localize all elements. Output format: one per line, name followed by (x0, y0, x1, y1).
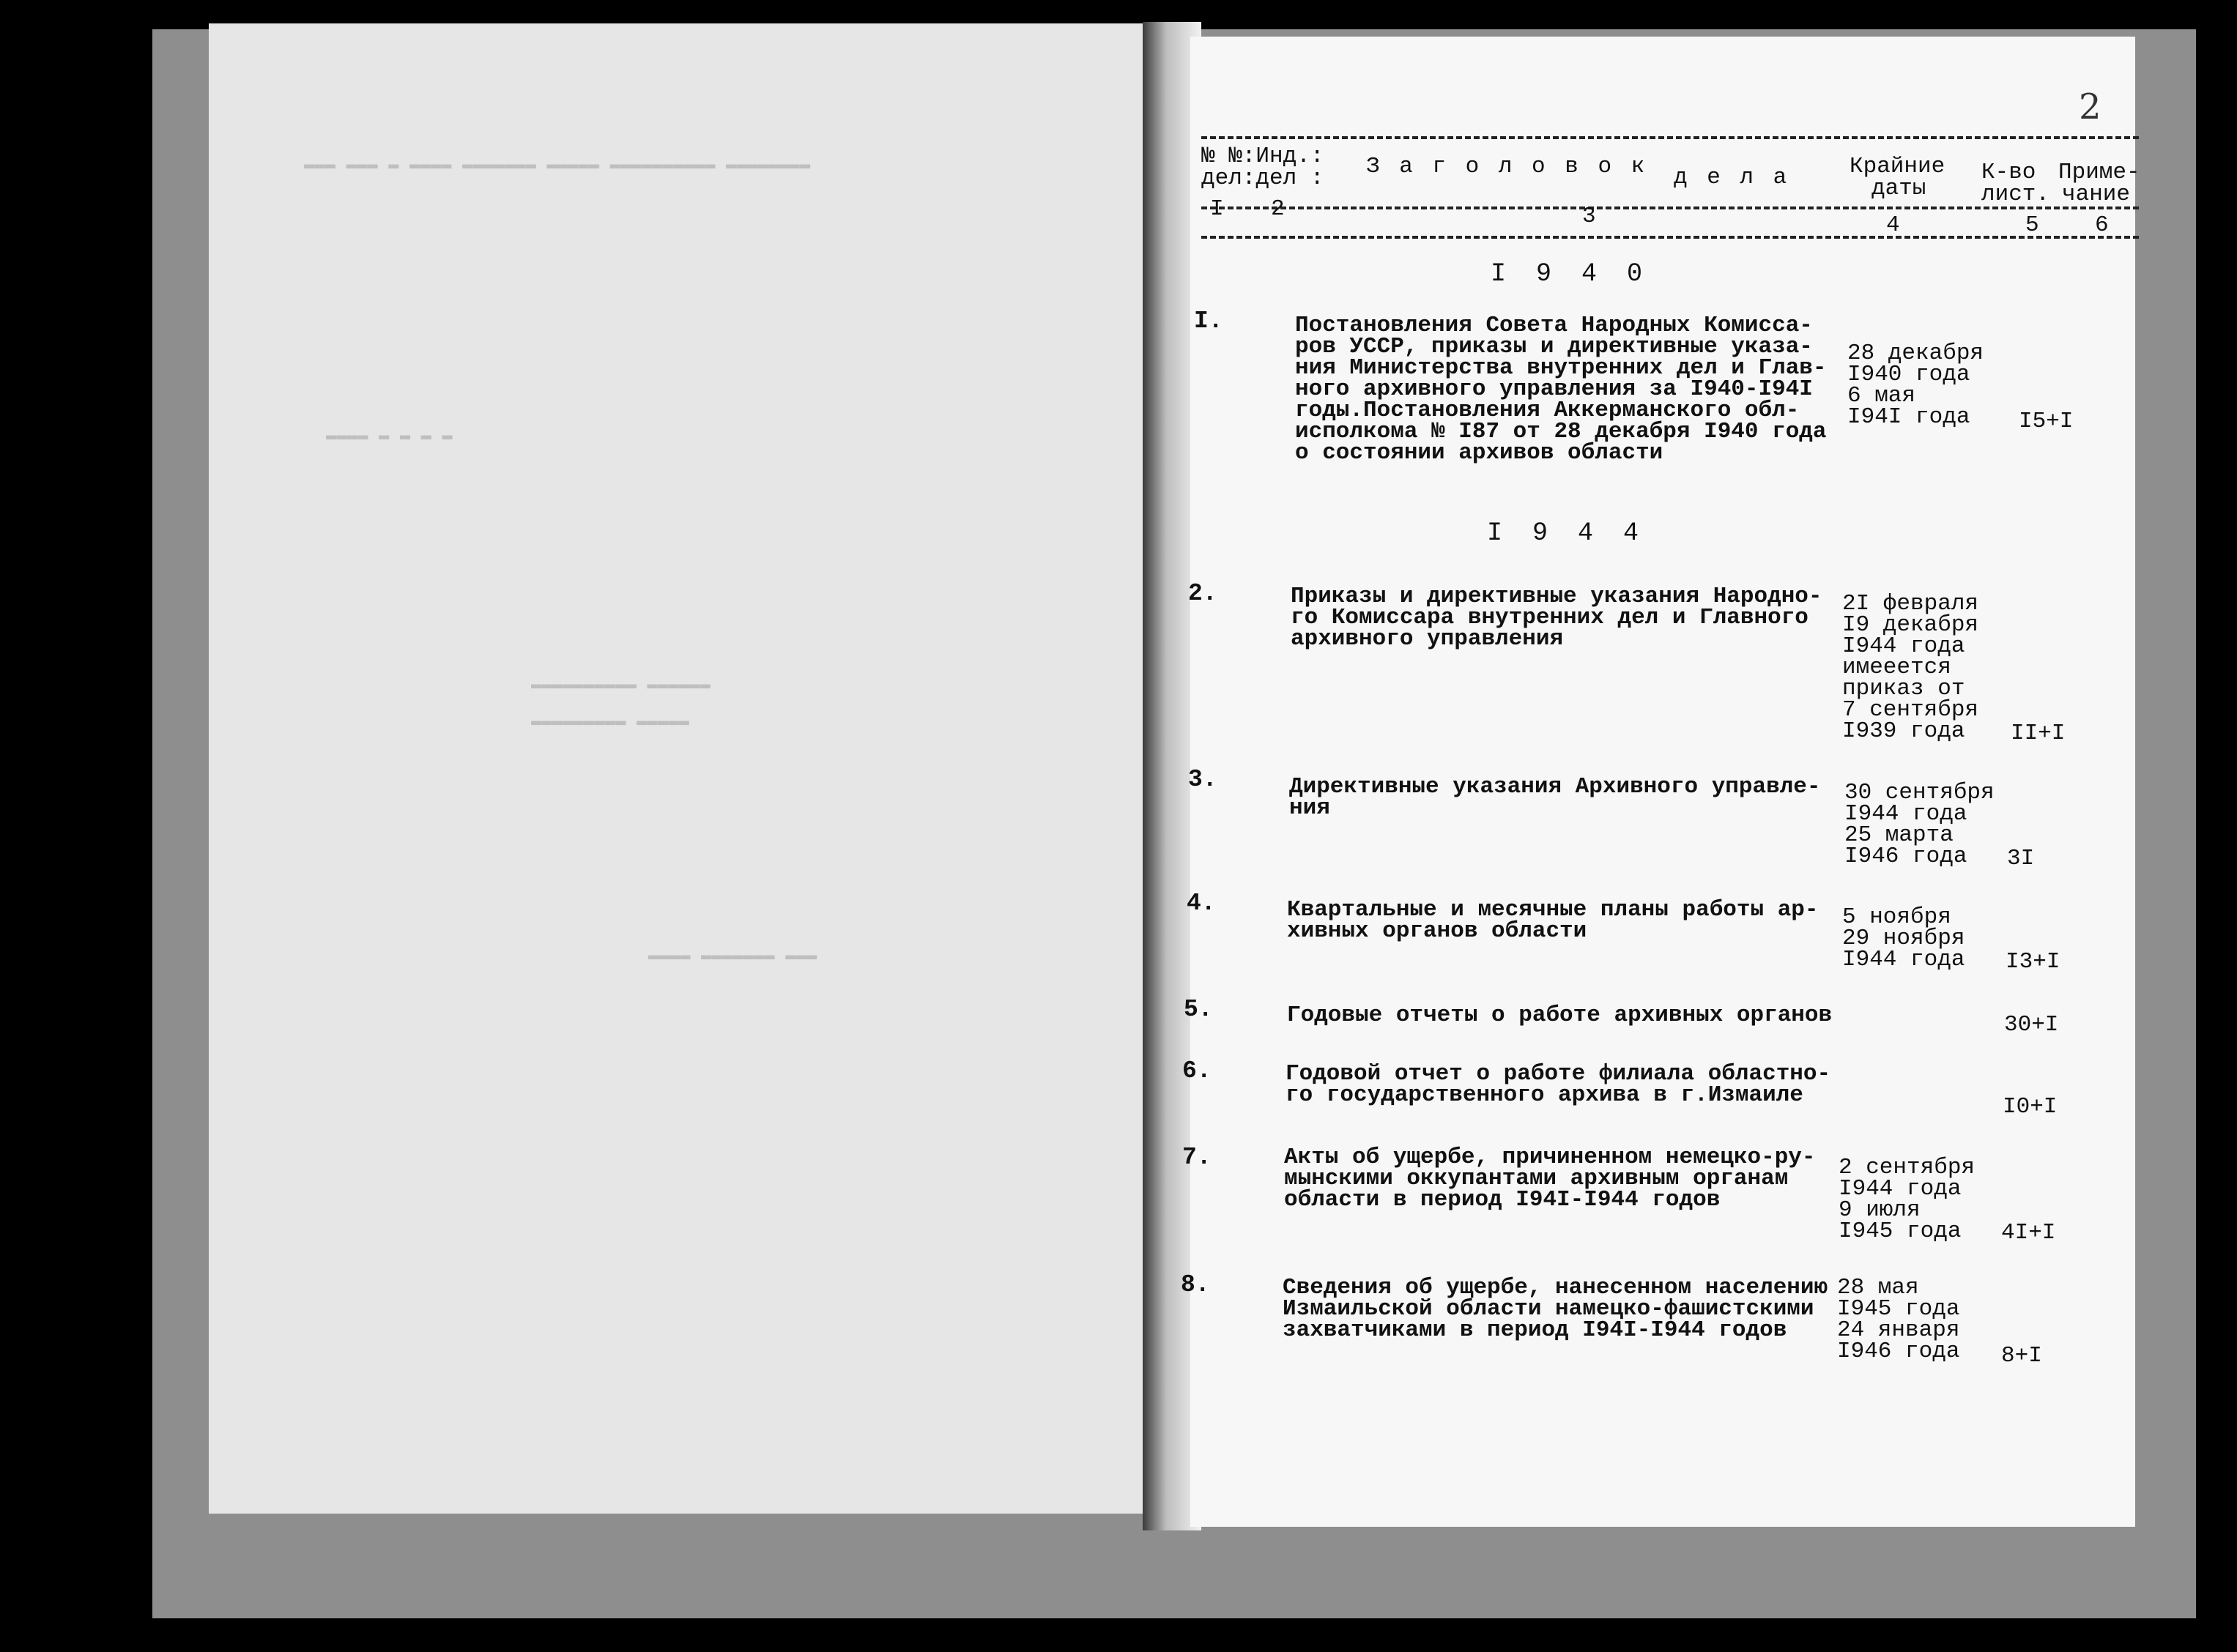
record-title: Приказы и директивные указания Народно- го Комиссара внутренних дел и Главного архивного управления (1291, 584, 1822, 652)
year-heading-1944: I 9 4 4 (1487, 518, 1647, 548)
record-title: Акты об ущербе, причиненном немецко-ру- мынскими оккупантами архивным органам области в период I94I-I944 годов (1284, 1145, 1816, 1213)
record-sheet-count: II+I (2011, 721, 2066, 746)
record-number: 7. (1182, 1144, 1212, 1171)
record-dates: 2 сентября I944 года 9 июля I945 года (1839, 1155, 1976, 1244)
col-number-3: 3 (1582, 204, 1596, 229)
record-sheet-count: I0+I (2003, 1094, 2058, 1120)
record-sheet-count: 30+I (2004, 1012, 2059, 1038)
bleed-through-text: ▬▬▬▬▬▬▬▬▬▬ ▬▬▬▬▬▬ (531, 675, 711, 695)
record-title: Сведения об ущербе, нанесенном населению Измаильской области намецко-фашистскими захватчиками в период I94I-I944 годов (1283, 1275, 1828, 1343)
record-dates: 28 декабря I940 года 6 мая I94I года (1847, 341, 1984, 430)
record-number: 3. (1188, 766, 1217, 793)
bleed-through-text: ▬▬▬▬▬▬▬▬▬ ▬▬▬▬▬ (531, 712, 690, 732)
record-sheet-count: I5+I (2019, 409, 2074, 434)
record-title: Директивные указания Архивного управле- ния (1289, 774, 1821, 821)
col-number-6: 6 (2095, 212, 2109, 238)
left-page-blank (209, 23, 1161, 1514)
record-sheet-count: I3+I (2006, 949, 2060, 975)
header-col-title: З а г о л о в о к (1366, 154, 1648, 179)
record-title: Годовые отчеты о работе архивных органов (1287, 1002, 1833, 1028)
record-dates: 5 ноября 29 ноября I944 года (1842, 904, 1965, 972)
bleed-through-text: ▬▬▬▬ ▬▬▬▬▬▬▬ ▬▬▬ (648, 946, 817, 966)
header-col-num: № №:Инд.: (1201, 144, 1324, 169)
record-number: 6. (1182, 1057, 1212, 1084)
year-heading-1940: I 9 4 0 (1491, 259, 1650, 289)
record-title: Годовой отчет о работе филиала областно- го государственного архива в г.Измаиле (1286, 1061, 1831, 1108)
header-col-title-2: д е л а (1674, 165, 1790, 190)
record-sheet-count: 8+I (2001, 1343, 2042, 1369)
bleed-through-text: ▬▬▬▬ ▬ ▬ ▬ ▬ (326, 426, 453, 446)
record-number: 5. (1184, 996, 1213, 1023)
header-rule-mid (1201, 206, 2139, 209)
header-col-note-2: чание (2062, 182, 2131, 207)
record-number: 8. (1181, 1271, 1210, 1298)
header-col-dates: Крайние (1850, 154, 1945, 179)
col-number-2: 2 (1271, 196, 1285, 222)
header-col-note: Приме- (2058, 160, 2140, 185)
header-col-count-2: лист. (1981, 182, 2050, 207)
record-title: Квартальные и месячные планы работы ар- хивных органов области (1287, 897, 1819, 944)
col-number-5: 5 (2025, 212, 2039, 238)
col-number-4: 4 (1886, 212, 1900, 238)
record-sheet-count: 4I+I (2001, 1220, 2056, 1246)
record-dates: 30 сентября I944 года 25 марта I946 года (1844, 780, 1995, 869)
header-rule-top (1201, 136, 2139, 139)
header-col-dates-2: даты (1871, 176, 1926, 201)
page-number: 2 (2079, 86, 2101, 127)
header-col-count: К-во (1981, 160, 2036, 185)
record-number: 2. (1188, 580, 1217, 607)
record-sheet-count: 3I (2007, 846, 2035, 871)
record-number: 4. (1187, 890, 1216, 917)
bleed-through-text: ▬▬▬ ▬▬▬ ▬ ▬▬▬▬ ▬▬▬▬▬▬▬ ▬▬▬▬▬ ▬▬▬▬▬▬▬▬▬▬ ▬▬▬▬▬▬▬▬ (304, 155, 811, 175)
header-rule-bottom (1201, 236, 2139, 239)
record-title: Постановления Совета Народных Комисса- ров УССР, приказы и директивные указа- ния Министерства внутренних дел и Глав- ного архивного управления за I940-I94I годы.Постановления Аккерманского обл- исполкома № I87 от 28 декабря I940 года о состоянии архивов области (1295, 313, 1827, 466)
record-dates: 2I февраля I9 декабря I944 года имееется приказ от 7 сентября I939 года (1842, 591, 1979, 744)
record-dates: 28 мая I945 года 24 января I946 года (1837, 1275, 1960, 1364)
header-col-num-2: дел:дел : (1201, 165, 1324, 191)
record-number: I. (1194, 308, 1223, 335)
col-number-1: I (1210, 196, 1224, 222)
